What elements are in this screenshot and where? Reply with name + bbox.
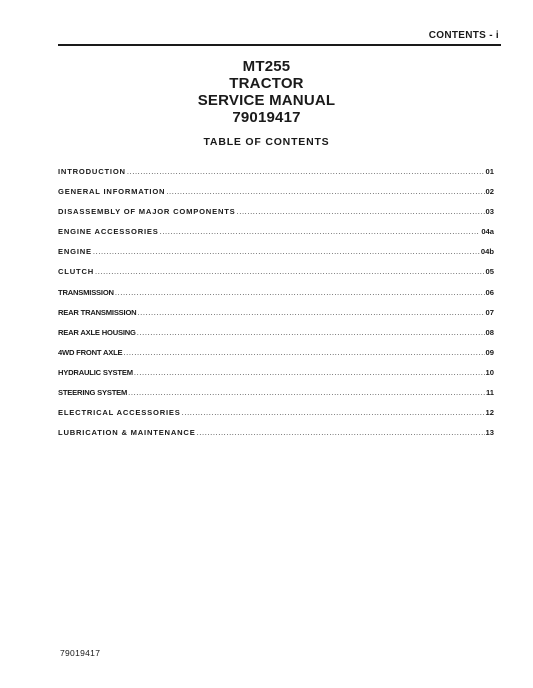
dot-leader (160, 227, 481, 236)
toc-entry-label: INTRODUCTION (58, 167, 126, 176)
dot-leader (115, 288, 485, 297)
toc-entry-label: CLUTCH (58, 267, 95, 277)
toc-entry-page: 01 (485, 167, 494, 176)
toc-entry-clutch[interactable] (58, 267, 494, 287)
toc-entry-page: 08 (485, 327, 494, 337)
header-rule (58, 44, 501, 46)
part-number-title: 79019417 (232, 109, 301, 126)
toc-entry-label: REAR TRANSMISSION (58, 307, 137, 317)
toc-entry-hydraulic-system[interactable] (58, 368, 494, 388)
toc-entry-page: 12 (485, 408, 494, 418)
toc-entry-page: 11 (485, 388, 494, 398)
footer-doc-number: 79019417 (60, 648, 101, 658)
toc-entry-label: GENERAL INFORMATION (58, 187, 166, 197)
toc-entry-introduction[interactable] (58, 167, 494, 187)
toc-entry-steering-system[interactable] (58, 388, 494, 408)
dot-leader (128, 388, 485, 397)
toc-entry-disassembly[interactable] (58, 207, 494, 227)
dot-leader (95, 267, 485, 276)
toc-entry-engine[interactable] (58, 247, 494, 267)
dot-leader (137, 308, 484, 317)
dot-leader (93, 247, 480, 256)
running-head: CONTENTS - i (428, 30, 499, 41)
dot-leader (182, 408, 485, 417)
toc-entry-general-information[interactable] (58, 187, 494, 207)
model-title: MT255 (242, 58, 291, 75)
toc-entry-label: DISASSEMBLY OF MAJOR COMPONENTS (58, 207, 236, 217)
toc-entry-page: 04b (480, 247, 494, 257)
toc-entry-4wd-front-axle[interactable] (58, 348, 494, 368)
toc-entry-transmission[interactable] (58, 288, 494, 308)
toc-entry-label: ENGINE (58, 247, 92, 257)
toc-entry-label: TRANSMISSION (58, 287, 114, 297)
dot-leader (197, 428, 485, 437)
dot-leader (237, 207, 485, 216)
toc-entry-page: 02 (485, 187, 494, 197)
manual-type-title: SERVICE MANUAL (197, 92, 336, 109)
toc-entry-label: 4WD FRONT AXLE (58, 347, 123, 357)
dot-leader (123, 348, 484, 357)
toc-entry-label: ELECTRICAL ACCESSORIES (58, 408, 181, 418)
toc-entry-label: LUBRICATION & MAINTENANCE (58, 428, 196, 438)
toc-heading: TABLE OF CONTENTS (203, 136, 330, 148)
table-of-contents (58, 167, 494, 448)
title-block (0, 58, 533, 126)
toc-entry-lubrication-maintenance[interactable] (58, 428, 494, 448)
toc-entry-page: 07 (485, 307, 494, 317)
toc-entry-page: 04a (481, 227, 494, 237)
toc-entry-rear-transmission[interactable] (58, 308, 494, 328)
toc-entry-label: REAR AXLE HOUSING (58, 327, 136, 337)
toc-entry-page: 03 (485, 207, 494, 217)
toc-entry-page: 06 (485, 287, 494, 297)
toc-entry-page: 05 (485, 267, 494, 277)
dot-leader (127, 167, 485, 176)
toc-entry-rear-axle-housing[interactable] (58, 328, 494, 348)
toc-entry-label: STEERING SYSTEM (58, 388, 128, 398)
dot-leader (166, 187, 484, 196)
toc-entry-page: 13 (485, 428, 494, 438)
vehicle-type-title: TRACTOR (229, 75, 304, 92)
toc-entry-engine-accessories[interactable] (58, 227, 494, 247)
toc-entry-electrical-accessories[interactable] (58, 408, 494, 428)
toc-entry-page: 09 (485, 347, 494, 357)
toc-entry-label: ENGINE ACCESSORIES (58, 227, 159, 237)
dot-leader (134, 368, 485, 377)
dot-leader (137, 328, 485, 337)
toc-entry-label: HYDRAULIC SYSTEM (58, 367, 133, 377)
toc-entry-page: 10 (485, 367, 494, 377)
